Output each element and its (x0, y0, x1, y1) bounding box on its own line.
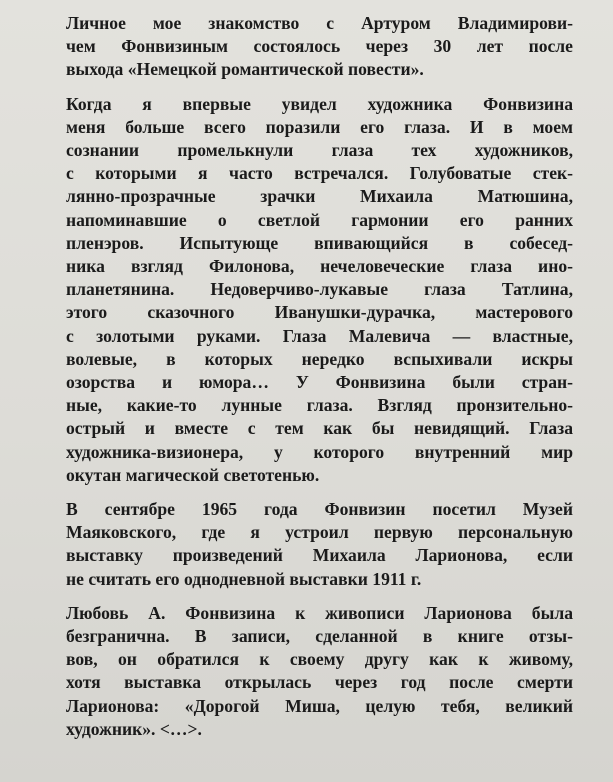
text-line: сознании промелькнули глаза тех художников, (66, 140, 573, 161)
text-line: окутан магической светотенью. (66, 464, 320, 485)
text-line: острый и вместе с тем как бы невидящий. Глаза (66, 418, 573, 439)
text-line: Маяковского, где я устроил первую персональную (66, 522, 573, 543)
text-line: ные, какие-то лунные глаза. Взгляд пронзительно- (66, 395, 573, 416)
text-line: озорства и юмора… У Фонвизина были стран- (66, 372, 573, 393)
text-line: выхода «Немецкой романтической повести». (66, 59, 424, 80)
text-line: выставку произведений Михаила Ларионова, если (66, 545, 573, 566)
text-line: чем Фонвизиным состоялось через 30 лет после (66, 36, 573, 57)
text-line: с которыми я часто встречался. Голубоватые стек- (66, 163, 573, 184)
text-line: безгранична. В записи, сделанной в книге отзы- (66, 626, 573, 647)
text-line: вов, он обратился к своему другу как к живому, (66, 649, 573, 670)
text-line: планетянина. Недоверчиво-лукавые глаза Татлина, (66, 279, 573, 300)
text-line: Ларионова: «Дорогой Миша, целую тебя, великий (66, 695, 573, 716)
text-line: Любовь А. Фонвизина к живописи Ларионова была (66, 602, 573, 623)
text-line: этого сказочного Иванушки-дурачка, мастерового (66, 302, 573, 323)
text-line: Личное мое знакомство с Артуром Владимирови- (66, 13, 573, 33)
text-line: В сентябре 1965 года Фонвизин посетил Музей (66, 499, 573, 520)
text-line: не считать его однодневной выставки 1911 г. (66, 568, 422, 589)
text-line: художник». <…>. (66, 718, 202, 739)
text-line: напоминавшие о светлой гармонии его ранних (66, 209, 573, 230)
text-line: с золотыми руками. Глаза Малевича — властные, (66, 325, 573, 346)
text-line: ника взгляд Филонова, нечеловеческие глаза ино- (66, 256, 573, 277)
text-line: лянно-прозрачные зрачки Михаила Матюшина, (66, 186, 573, 207)
paragraph-guestbook (66, 602, 573, 741)
paragraph-acquaintance (66, 12, 573, 82)
text-line: художника-визионера, у которого внутренний мир (66, 441, 573, 462)
text-line: хотя выставка открылась через год после смерти (66, 672, 573, 693)
paragraph-museum-visit (66, 498, 573, 591)
text-line: волевые, в которых нередко вспыхивали искры (66, 348, 573, 369)
text-line: пленэров. Испытующе впивающийся в собесед- (66, 232, 573, 253)
text-line: Когда я впервые увидел художника Фонвизина (66, 93, 573, 114)
text-line: меня больше всего поразили его глаза. И в моем (66, 116, 573, 137)
paragraph-eyes (66, 93, 573, 487)
